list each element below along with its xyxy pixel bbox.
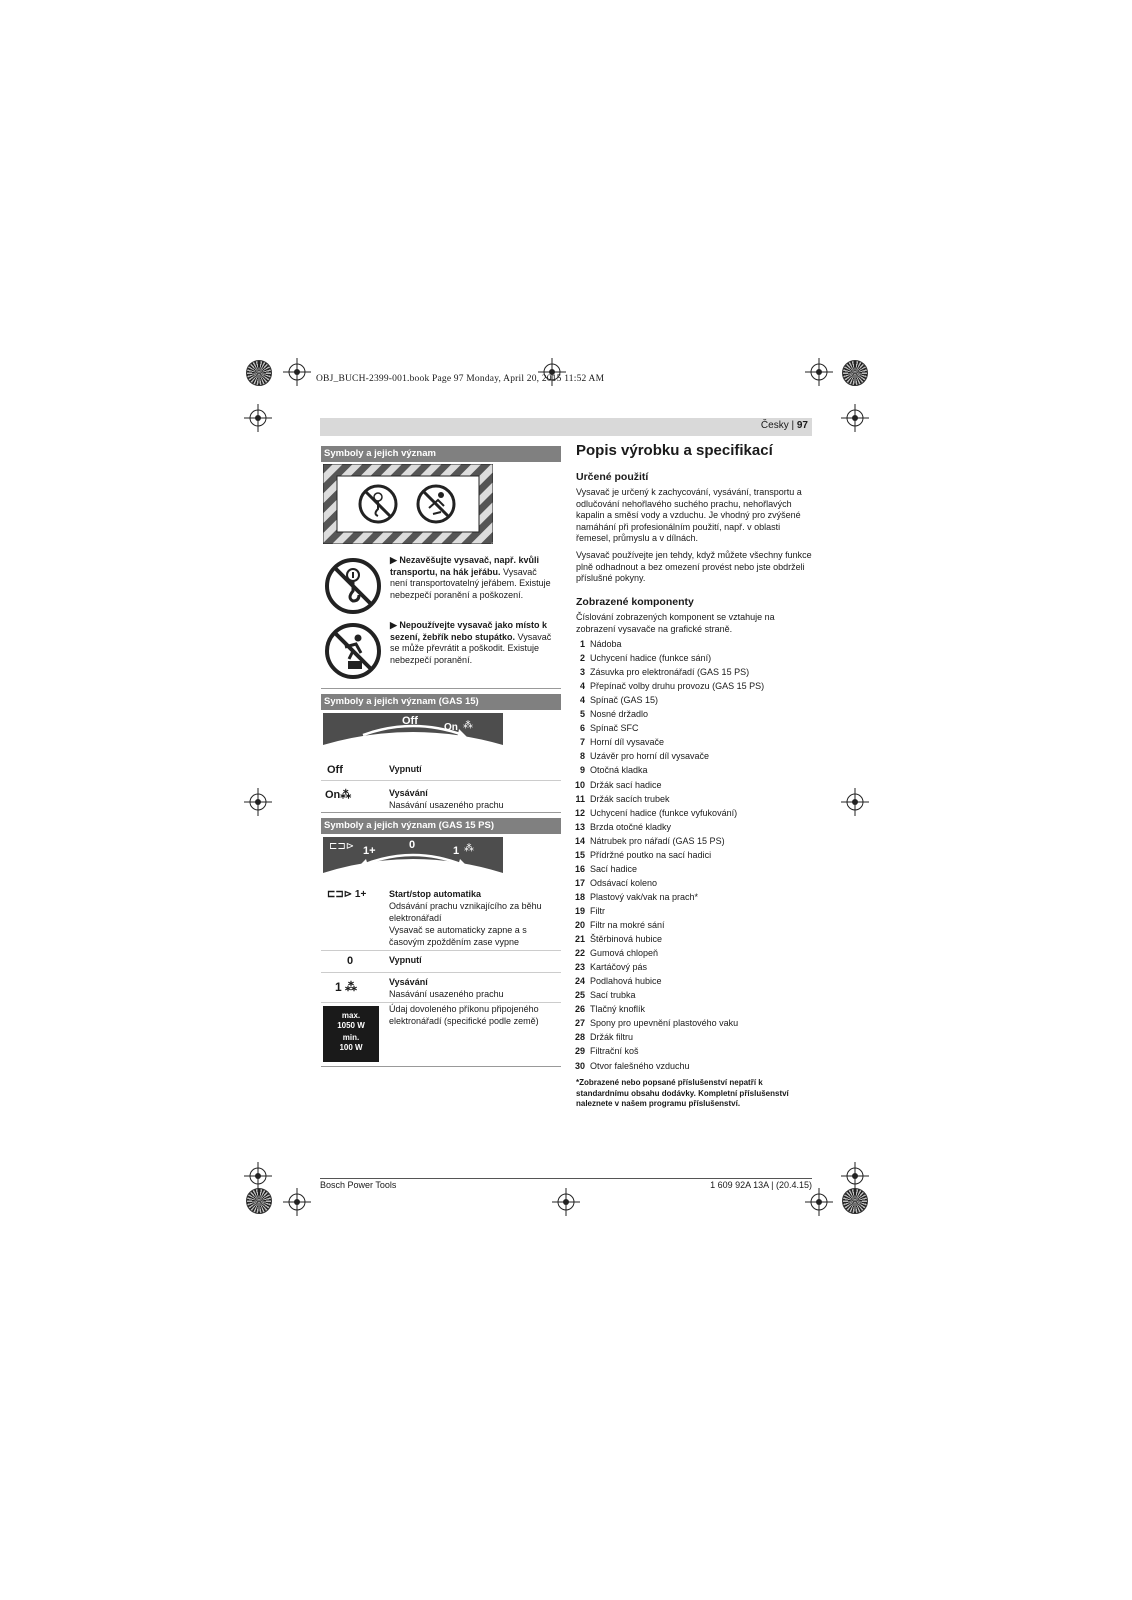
intended-use-heading: Určené použití [576, 471, 649, 483]
component-label: Uchycení hadice (funkce vyfukování) [590, 807, 738, 818]
component-item [571, 1059, 690, 1073]
crosshair-icon [244, 404, 272, 432]
component-number: 23 [574, 962, 585, 973]
component-number: 28 [574, 1032, 585, 1043]
crosshair-icon [244, 1162, 272, 1190]
gas15ps-row-on [321, 976, 561, 1002]
component-item [571, 763, 648, 777]
component-label: Filtr [590, 905, 605, 916]
component-item [571, 960, 647, 974]
auto-start-stop-icon: ⊏⊐⊳ 1+ [327, 889, 367, 900]
page-title: Popis výrobku a specifikací [576, 442, 773, 459]
component-number: 10 [574, 779, 585, 790]
gas15ps-dial-right: 1 [453, 845, 460, 857]
component-item [571, 988, 636, 1002]
component-label: Nádoba [590, 639, 622, 649]
component-item [571, 876, 657, 890]
component-label: Brzda otočné kladky [590, 821, 672, 832]
component-item [571, 1002, 645, 1016]
no-sitting-climbing-icon [323, 621, 383, 681]
component-number: 15 [574, 849, 585, 860]
power-max-label: max. [341, 1011, 361, 1020]
gas15ps-row-off [321, 954, 561, 972]
book-header: OBJ_BUCH-2399-001.book Page 97 Monday, April 20, 2015 11:52 AM [316, 374, 605, 384]
component-label: Spínač (GAS 15) [590, 695, 659, 706]
registration-disk-icon [246, 360, 272, 386]
gas15ps-dial-left: 1+ [363, 845, 376, 857]
component-label: Filtrační koš [590, 1046, 639, 1057]
component-number: 7 [579, 737, 585, 748]
component-item [571, 693, 658, 707]
component-label: Tlačný knoflík [590, 1004, 646, 1015]
gas15-dial-on: On [444, 722, 458, 733]
component-label: Kartáčový pás [590, 962, 648, 973]
gas15ps-on-desc: Nasávání usazeného prachu [389, 989, 504, 999]
component-label: Uchycení hadice (funkce sání) [590, 653, 712, 664]
crosshair-icon [283, 358, 311, 386]
gas15ps-auto-title: Start/stop automatika [389, 889, 482, 899]
component-item [571, 806, 737, 820]
gas15ps-auto-desc2: Vysavač se automaticky zapne a s časovým zpožděním zase vypne [389, 925, 527, 947]
power-min-value: 100 W [339, 1042, 363, 1052]
component-item [571, 1016, 738, 1030]
component-item [571, 918, 665, 932]
gas15ps-on-title: Vysávání [389, 977, 428, 987]
component-number: 26 [574, 1004, 585, 1015]
component-number: 18 [574, 891, 585, 902]
power-max-value: 1050 W [337, 1020, 365, 1030]
registration-disk-icon [246, 1188, 272, 1214]
divider [321, 780, 561, 781]
header-page-number: 97 [796, 420, 808, 431]
crosshair-icon [552, 1188, 580, 1216]
component-number: 8 [579, 751, 585, 762]
component-number: 9 [579, 765, 585, 776]
component-item [571, 778, 662, 792]
component-item [571, 862, 637, 876]
divider [321, 688, 561, 689]
component-label: Nátrubek pro nářadí (GAS 15 PS) [590, 835, 725, 846]
component-item [571, 1030, 633, 1044]
gas15ps-dial-graphic [323, 837, 503, 883]
component-number: 29 [574, 1046, 585, 1057]
warning-sitting-text: ▶ Nepoužívejte vysavač jako místo k sezení, žebřík nebo stupátko. Vysavač se může převrátit a poškodit. Existuje nebezpečí poranění. [390, 620, 552, 665]
component-item [571, 665, 749, 679]
gas15ps-row-auto [321, 888, 561, 950]
component-number: 1 [579, 639, 585, 649]
divider [321, 1066, 561, 1067]
zero-symbol-icon: 0 [347, 955, 354, 967]
component-item [571, 890, 698, 904]
divider [321, 812, 561, 813]
warning-crane-bold: Nezavěšujte vysavač, např. kvůli transportu, na hák jeřábu. [390, 555, 540, 577]
component-number: 4 [579, 695, 585, 706]
component-number: 17 [574, 877, 585, 888]
one-suction-icon: 1 ⁂ [335, 980, 358, 994]
gas15ps-auto-desc: Odsávání prachu vznikajícího za běhu elektronářadí [389, 901, 542, 923]
component-number: 22 [574, 948, 585, 959]
component-number: 11 [575, 793, 585, 804]
no-crane-hook-icon [323, 556, 383, 616]
component-number: 30 [574, 1060, 585, 1071]
component-number: 13 [574, 821, 585, 832]
power-badge [323, 1006, 379, 1062]
component-item [571, 834, 725, 848]
on-symbol-icon: On⁂ [325, 789, 352, 801]
component-label: Přepínač volby druhu provozu (GAS 15 PS) [590, 681, 765, 692]
section-title-gas15ps: Symboly a jejich význam (GAS 15 PS) [321, 818, 561, 834]
component-item [571, 848, 711, 862]
component-number: 14 [574, 835, 585, 846]
component-label: Spínač SFC [590, 723, 639, 734]
component-number: 20 [574, 920, 585, 930]
component-label: Filtr na mokré sání [590, 920, 665, 930]
component-label: Otvor falešného vzduchu [590, 1060, 690, 1071]
component-label: Horní díl vysavače [590, 737, 665, 748]
component-number: 5 [579, 709, 585, 720]
component-item [571, 679, 764, 693]
component-number: 6 [579, 723, 585, 734]
power-desc: Údaj dovoleného příkonu připojeného elektronářadí (specifické podle země) [389, 1004, 539, 1026]
tool-plug-icon: ⊏⊐⊳ [329, 841, 355, 852]
footer-right: 1 609 92A 13A | (20.4.15) [710, 1180, 812, 1190]
component-item [571, 651, 711, 665]
component-number: 2 [579, 653, 585, 664]
registration-disk-icon [842, 360, 868, 386]
gas15-on-desc: Nasávání usazeného prachu [389, 800, 504, 810]
components-intro: Číslování zobrazených komponent se vztahuje na zobrazení vysavače na grafické straně. [576, 612, 775, 634]
header-language: Česky [760, 420, 789, 431]
component-label: Držák sací hadice [590, 779, 662, 790]
components-heading: Zobrazené komponenty [576, 596, 694, 608]
component-item [571, 721, 639, 735]
component-item [571, 1044, 639, 1058]
component-number: 27 [574, 1018, 585, 1029]
crosshair-icon [841, 788, 869, 816]
component-label: Zásuvka pro elektronářadí (GAS 15 PS) [590, 667, 750, 678]
component-label: Uzávěr pro horní díl vysavače [590, 751, 710, 762]
component-label: Podlahová hubice [590, 976, 662, 987]
warning-sitting-rest: Vysavač se může převrátit a poškodit. Existuje nebezpečí poranění. [390, 631, 552, 665]
component-label: Sací hadice [590, 863, 638, 874]
component-item [571, 946, 658, 960]
component-label: Sací trubka [590, 990, 636, 1001]
page-header-label: Česky | 97 [760, 420, 808, 431]
footer-left: Bosch Power Tools [320, 1180, 397, 1190]
component-number: 24 [574, 976, 585, 987]
component-number: 4 [579, 681, 585, 692]
component-label: Nosné držadlo [590, 709, 649, 720]
component-number: 19 [574, 905, 585, 916]
warning-crane-rest: Vysavač není transportovatelný jeřábem. Existuje nebezpečí poranění a poškození. [390, 566, 551, 600]
crosshair-icon [244, 788, 272, 816]
crosshair-icon [841, 1162, 869, 1190]
component-item [571, 792, 670, 806]
component-item [571, 820, 671, 834]
dust-icon: ⁂ [464, 843, 474, 854]
gas15-dial-off: Off [402, 715, 418, 727]
warning-crane-text: ▶ Nezavěšujte vysavač, např. kvůli transportu, na hák jeřábu. Vysavač není transportovatelný jeřábem. Existuje nebezpečí poranění a poškození. [390, 555, 551, 600]
component-number: 16 [574, 863, 585, 874]
warning-sitting-bold: Nepoužívejte vysavač jako místo k sezení, žebřík nebo stupátko. [390, 620, 547, 642]
component-item [571, 974, 662, 988]
gas15-row-on [321, 786, 561, 812]
footnote: *Zobrazené nebo popsané příslušenství nepatří k standardnímu obsahu dodávky. Kompletní příslušenství naleznete v našem programu příslušenství. [576, 1078, 789, 1108]
gas15-dial-graphic [323, 713, 503, 757]
divider [321, 972, 561, 973]
component-label: Držák filtru [590, 1032, 634, 1043]
registration-disk-icon [842, 1188, 868, 1214]
component-number: 12 [574, 807, 585, 818]
component-number: 3 [579, 667, 585, 678]
gas15-on-title: Vysávání [389, 788, 428, 798]
component-item [571, 904, 605, 918]
gas15ps-off-title: Vypnutí [389, 955, 422, 965]
component-item [571, 932, 662, 946]
component-item [571, 735, 664, 749]
component-item [571, 749, 709, 763]
intended-use-p2: Vysavač používejte jen tehdy, když můžete všechny funkce plně odhadnout a bez omezení provést nebo jste obdrželi příslušné pokyny. [576, 550, 812, 584]
component-number: 25 [574, 990, 585, 1001]
component-label: Držák sacích trubek [590, 793, 670, 804]
component-label: Gumová chlopeň [590, 948, 659, 959]
component-label: Otočná kladka [590, 765, 648, 776]
gas15-off-title: Vypnutí [389, 764, 422, 774]
component-label: Štěrbinová hubice [590, 934, 663, 945]
divider [321, 950, 561, 951]
gas15-row-off [321, 762, 561, 782]
crosshair-icon [805, 358, 833, 386]
section-title-gas15: Symboly a jejich význam (GAS 15) [321, 694, 561, 710]
warning-label-graphic [323, 464, 493, 544]
component-item [571, 637, 622, 651]
crosshair-icon [805, 1188, 833, 1216]
crosshair-icon [283, 1188, 311, 1216]
divider [321, 1002, 561, 1003]
component-item [571, 707, 648, 721]
crosshair-icon [841, 404, 869, 432]
off-symbol-icon: Off [327, 764, 343, 776]
section-title-symbols: Symboly a jejich význam [321, 446, 561, 462]
component-label: Odsávací koleno [590, 877, 658, 888]
component-label: Spony pro upevnění plastového vaku [590, 1018, 739, 1029]
power-min-label: min. [342, 1033, 360, 1042]
footer-rule [320, 1178, 812, 1179]
intended-use-p1: Vysavač je určený k zachycování, vysávání, transportu a odlučování nehořlavého suchého prachu, nehořlavých kapalin a směsí vody a vzduchu. Je vhodný pro zvýšené namáhání při profesionálním použití, např. v oblasti řemesel, průmyslu a v dílnách. [576, 487, 802, 544]
dust-icon: ⁂ [463, 720, 473, 731]
component-label: Přídržné poutko na sací hadici [590, 849, 712, 860]
gas15ps-dial-mid: 0 [409, 839, 416, 851]
component-number: 21 [574, 934, 585, 945]
component-label: Plastový vak/vak na prach* [590, 891, 699, 902]
